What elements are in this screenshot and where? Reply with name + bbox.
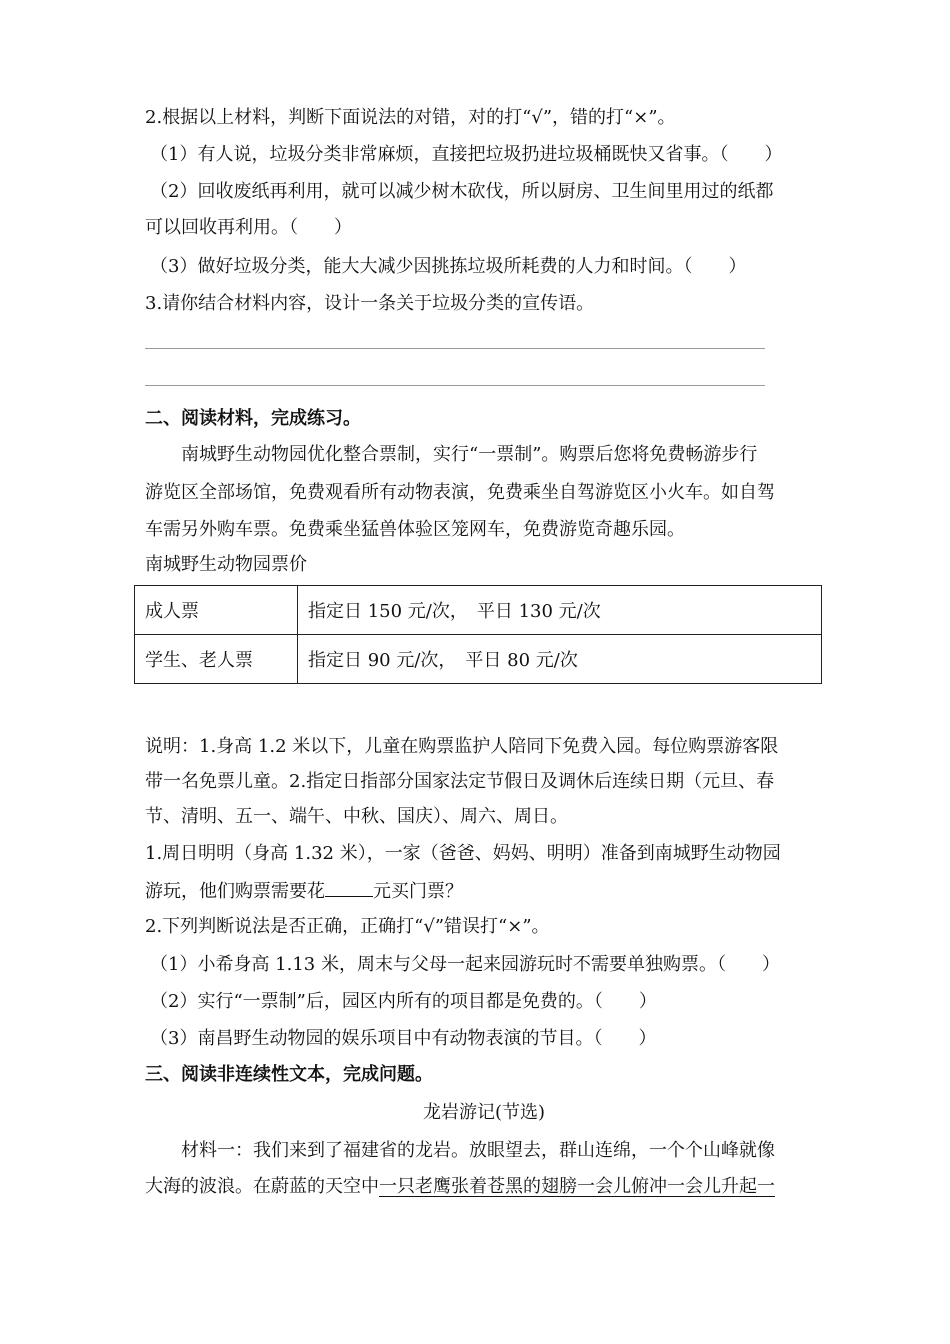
ticket-type-cell: 成人票 <box>135 586 298 635</box>
table-row <box>135 586 822 635</box>
question-3-stem: 3.请你结合材料内容，设计一条关于垃圾分类的宣传语。 <box>145 293 595 314</box>
ticket-type-cell: 学生、老人票 <box>135 635 298 684</box>
question-1-line-2 <box>145 878 463 904</box>
notes-line-3: 节、清明、五一、端午、中秋、国庆）、周六、周日。 <box>145 806 568 827</box>
passage-title: 龙岩游记(节选) <box>423 1102 546 1123</box>
material-paragraph-line-3: 车需另外购车票。免费乘坐猛兽体验区笼网车，免费游览奇趣乐园。 <box>145 519 685 540</box>
section-2-heading: 二、阅读材料，完成练习。 <box>145 408 361 429</box>
question-1-line-1: 1.周日明明（身高 1.32 米），一家（爸爸、妈妈、明明）准备到南城野生动物园 <box>145 843 781 864</box>
judgement-item-2: （2）回收废纸再利用，就可以减少树木砍伐，所以厨房、卫生间里用过的纸都 <box>150 181 774 202</box>
ticket-price-cell: 指定日 150 元/次， 平日 130 元/次 <box>298 586 822 635</box>
section-3-heading: 三、阅读非连续性文本，完成问题。 <box>145 1064 433 1085</box>
fill-blank[interactable] <box>325 878 373 897</box>
passage-line-1: 材料一：我们来到了福建省的龙岩。放眼望去，群山连绵，一个个山峰就像 <box>145 1140 775 1161</box>
question-1-text-before: 游玩，他们购票需要花 <box>145 881 325 902</box>
judgement-item-1-part2: （1）小希身高 1.13 米，周末与父母一起来园游玩时不需要单独购票。（ ） <box>150 954 780 975</box>
question-2-stem: 2.根据以上材料，判断下面说法的对错，对的打“√”，错的打“×”。 <box>145 107 676 128</box>
table-row <box>135 635 822 684</box>
question-2-stem-part2: 2.下列判断说法是否正确，正确打“√”错误打“×”。 <box>145 916 550 937</box>
table-caption: 南城野生动物园票价 <box>145 554 307 575</box>
answer-line-1[interactable] <box>145 348 765 349</box>
judgement-item-2-part2: （2）实行“一票制”后，园区内所有的项目都是免费的。（ ） <box>150 991 657 1012</box>
judgement-item-3: （3）做好垃圾分类，能大大减少因挑拣垃圾所耗费的人力和时间。（ ） <box>150 256 747 277</box>
question-1-text-after: 元买门票？ <box>373 881 463 902</box>
notes-line-2: 带一名免票儿童。2.指定日指部分国家法定节假日及调休后连续日期（元旦、春 <box>145 771 775 792</box>
notes-line-1: 说明：1.身高 1.2 米以下，儿童在购票监护人陪同下免费入园。每位购票游客限 <box>145 736 779 757</box>
judgement-item-2-cont: 可以回收再利用。（ ） <box>145 217 352 238</box>
judgement-item-3-part2: （3）南昌野生动物园的娱乐项目中有动物表演的节目。（ ） <box>150 1028 657 1049</box>
answer-line-2[interactable] <box>145 385 765 386</box>
passage-text: 大海的波浪。在蔚蓝的天空中 <box>145 1176 379 1197</box>
passage-line-2 <box>145 1175 775 1199</box>
underlined-sentence: 一只老鹰张着苍黑的翅膀一会儿俯冲一会儿升起一 <box>379 1176 775 1197</box>
ticket-price-cell: 指定日 90 元/次， 平日 80 元/次 <box>298 635 822 684</box>
material-paragraph-line-2: 游览区全部场馆，免费观看所有动物表演，免费乘坐自驾游览区小火车。如自驾 <box>145 482 775 503</box>
ticket-price-table <box>134 585 822 684</box>
material-paragraph-line-1: 南城野生动物园优化整合票制，实行“一票制”。购票后您将免费畅游步行 <box>145 444 758 465</box>
judgement-item-1: （1）有人说，垃圾分类非常麻烦，直接把垃圾扔进垃圾桶既快又省事。（ ） <box>150 144 783 165</box>
